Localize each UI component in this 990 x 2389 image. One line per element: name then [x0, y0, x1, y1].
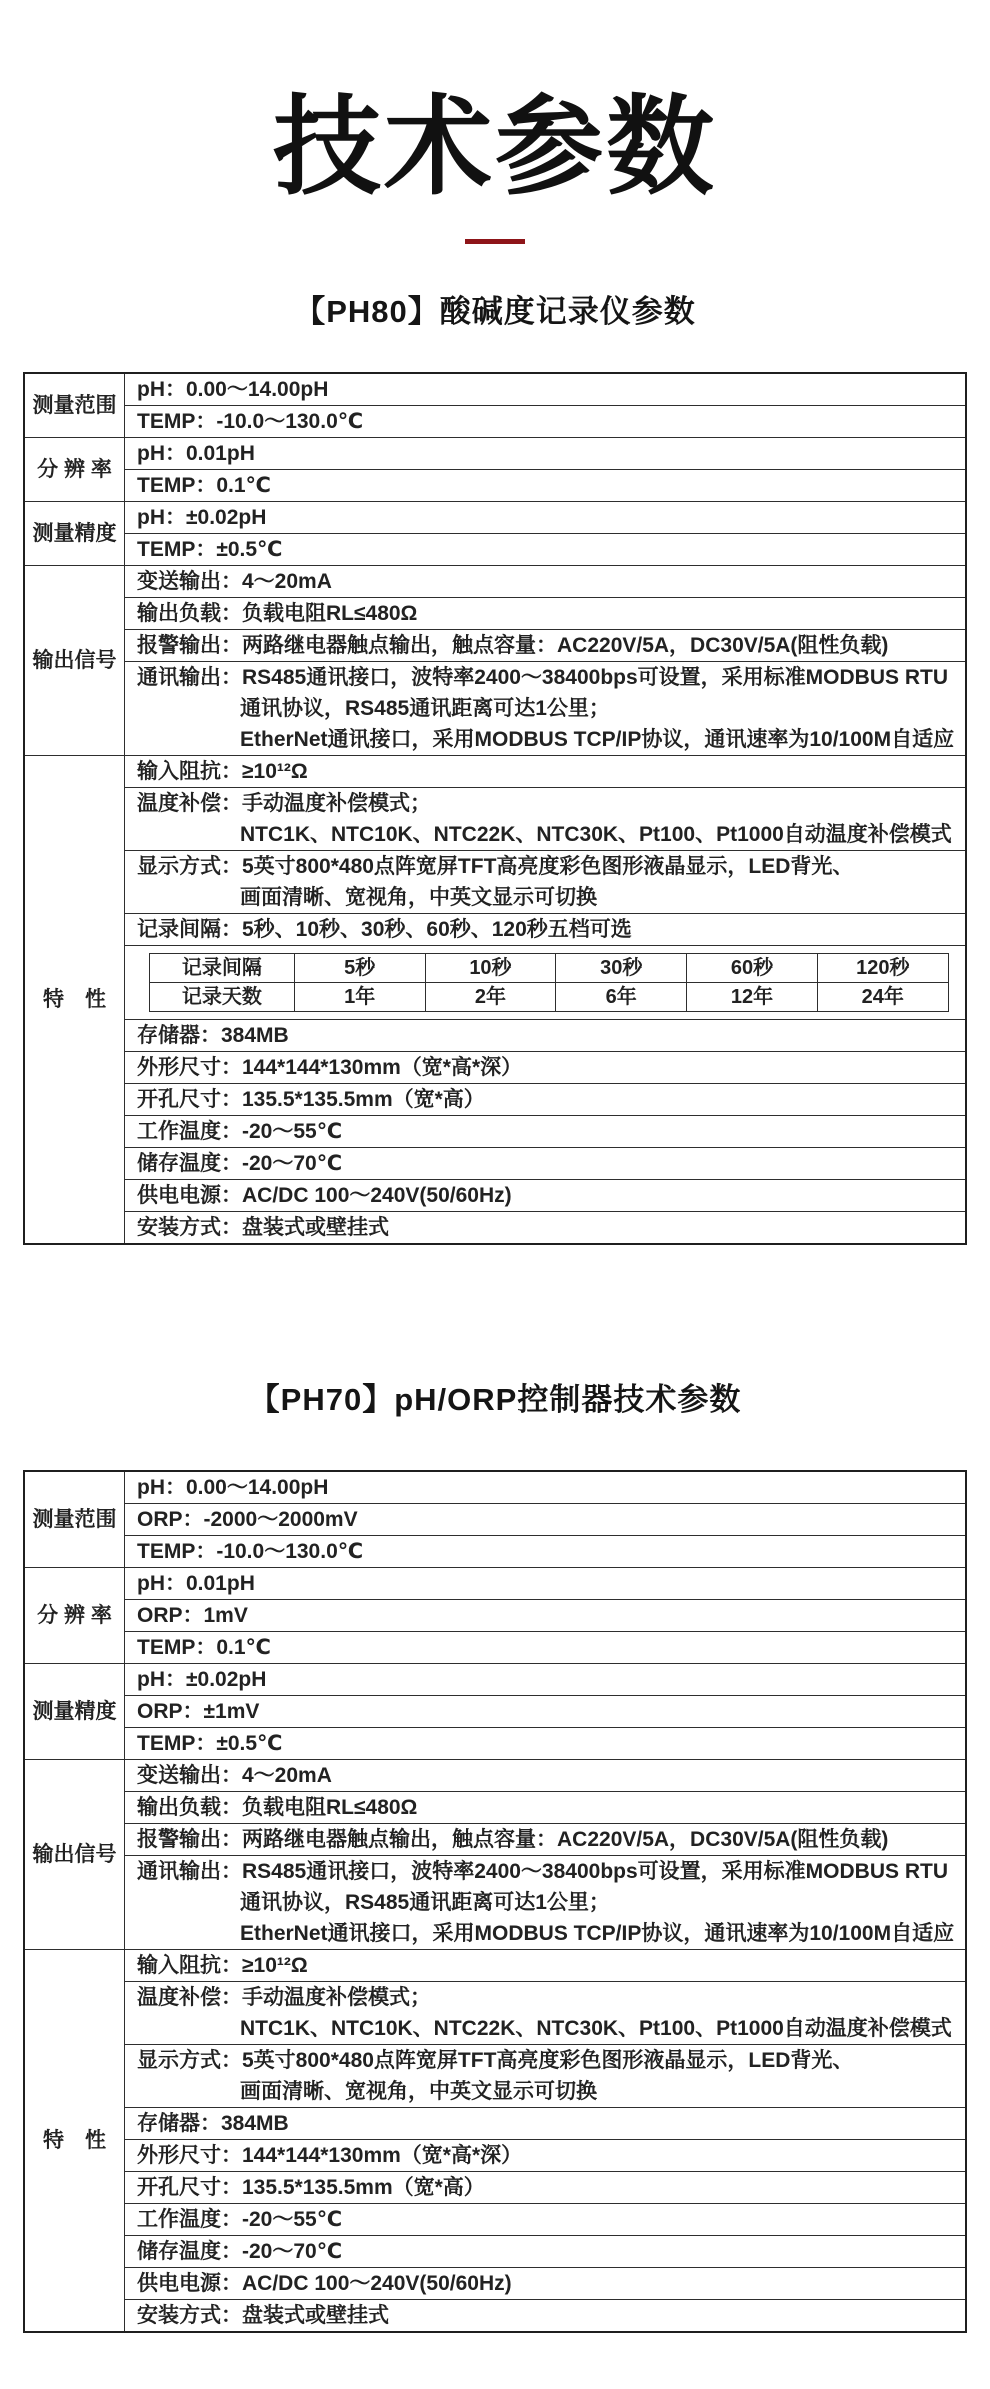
spec-value-cell	[125, 502, 967, 534]
spec-row	[24, 1212, 966, 1245]
spec-row	[24, 1728, 966, 1760]
spec-value-cell	[125, 1116, 967, 1148]
record-capacity-value: 10秒	[425, 954, 556, 983]
spec-value-line: pH：0.00～14.00pH	[137, 1476, 329, 1500]
record-capacity-value: 1年	[294, 983, 425, 1012]
spec-value-line: 变送输出：4～20mA	[137, 570, 332, 594]
spec-value-cell	[125, 1632, 967, 1664]
spec-value-line: pH：0.00～14.00pH	[137, 378, 329, 402]
spec-row	[24, 946, 966, 1020]
spec-row	[24, 1600, 966, 1632]
spec-value-cell	[125, 1052, 967, 1084]
spec-row	[24, 2204, 966, 2236]
spec-row	[24, 566, 966, 598]
spec-value-cell	[125, 534, 967, 566]
spec-value-cell	[125, 788, 967, 851]
spec-row	[24, 788, 966, 851]
spec-group-label: 分 辨 率	[24, 438, 125, 502]
spec-value-line: TEMP：-10.0～130.0℃	[137, 1540, 364, 1564]
spec-value-line: TEMP：-10.0～130.0℃	[137, 410, 364, 434]
spec-value-line: 通讯协议，RS485通讯距离可达1公里；	[240, 697, 610, 721]
spec-row	[24, 1632, 966, 1664]
spec-value-line: ORP：±1mV	[137, 1700, 260, 1724]
spec-value-line: pH：0.01pH	[137, 442, 255, 466]
record-capacity-header: 记录天数	[150, 983, 295, 1012]
spec-row	[24, 2300, 966, 2333]
spec-value-cell	[125, 1760, 967, 1792]
spec-value-line: 记录间隔：5秒、10秒、30秒、60秒、120秒五档可选	[137, 918, 632, 942]
spec-row	[24, 1696, 966, 1728]
spec-row	[24, 851, 966, 914]
spec-value-cell	[125, 1084, 967, 1116]
spec-value-line: 输入阻抗：≥10¹²Ω	[137, 760, 308, 784]
spec-value-cell	[125, 1792, 967, 1824]
spec-row	[24, 534, 966, 566]
spec-value-line: 通讯协议，RS485通讯距离可达1公里；	[240, 1891, 610, 1915]
spec-row	[24, 662, 966, 756]
section-heading-ph80: 【PH80】酸碱度记录仪参数	[294, 294, 696, 330]
section-heading-ph70: 【PH70】pH/ORP控制器技术参数	[248, 1382, 742, 1418]
record-capacity-table	[149, 953, 949, 1012]
spec-row	[24, 1760, 966, 1792]
spec-value-line: 显示方式：5英寸800*480点阵宽屏TFT高亮度彩色图形液晶显示，LED背光、	[137, 2049, 854, 2073]
spec-row	[24, 2172, 966, 2204]
record-capacity-header: 记录间隔	[150, 954, 295, 983]
spec-value-line: 开孔尺寸：135.5*135.5mm（宽*高）	[137, 1088, 485, 1112]
spec-value-cell	[125, 1728, 967, 1760]
spec-value-line: 温度补偿：手动温度补偿模式；	[137, 1986, 431, 2010]
spec-value-line: 画面清晰、宽视角，中英文显示可切换	[240, 2080, 597, 2104]
spec-value-line: 开孔尺寸：135.5*135.5mm（宽*高）	[137, 2176, 485, 2200]
spec-value-line: 供电电源：AC/DC 100～240V(50/60Hz)	[137, 2272, 512, 2296]
spec-value-line: 显示方式：5英寸800*480点阵宽屏TFT高亮度彩色图形液晶显示，LED背光、	[137, 855, 854, 879]
spec-value-cell	[125, 1020, 967, 1052]
spec-row	[24, 914, 966, 946]
spec-value-cell	[125, 662, 967, 756]
spec-group-label: 测量精度	[24, 502, 125, 566]
spec-row	[24, 1792, 966, 1824]
spec-row	[24, 756, 966, 788]
spec-table-ph80	[23, 372, 967, 1245]
spec-value-cell	[125, 1600, 967, 1632]
spec-value-cell	[125, 373, 967, 406]
spec-value-line: pH：±0.02pH	[137, 1668, 267, 1692]
spec-value-line: 报警输出：两路继电器触点输出，触点容量：AC220V/5A，DC30V/5A(阻性负载)	[137, 1828, 889, 1852]
spec-value-line: 安装方式：盘装式或壁挂式	[137, 2304, 389, 2328]
spec-value-line: 通讯输出：RS485通讯接口，波特率2400～38400bps可设置，采用标准MODBUS RTU	[137, 1860, 948, 1884]
spec-value-line: 外形尺寸：144*144*130mm（宽*高*深）	[137, 2144, 523, 2168]
spec-value-line: 工作温度：-20～55℃	[137, 2208, 343, 2232]
spec-value-line: ORP：1mV	[137, 1604, 248, 1628]
spec-row	[24, 1052, 966, 1084]
spec-value-cell	[125, 630, 967, 662]
spec-value-cell	[125, 1950, 967, 1982]
spec-value-line: 温度补偿：手动温度补偿模式；	[137, 792, 431, 816]
spec-value-line: TEMP：±0.5℃	[137, 1732, 283, 1756]
spec-value-line: 报警输出：两路继电器触点输出，触点容量：AC220V/5A，DC30V/5A(阻性负载)	[137, 634, 889, 658]
spec-row	[24, 438, 966, 470]
spec-row	[24, 406, 966, 438]
spec-value-line: TEMP：0.1℃	[137, 1636, 271, 1660]
spec-value-cell	[125, 2268, 967, 2300]
spec-value-line: pH：0.01pH	[137, 1572, 255, 1596]
spec-row	[24, 1950, 966, 1982]
spec-value-cell	[125, 1824, 967, 1856]
spec-value-line: 存储器：384MB	[137, 2112, 289, 2136]
spec-value-line: pH：±0.02pH	[137, 506, 267, 530]
spec-row	[24, 1982, 966, 2045]
spec-value-line: NTC1K、NTC10K、NTC22K、NTC30K、Pt100、Pt1000自动温度补偿模式	[240, 823, 952, 847]
record-capacity-value: 2年	[425, 983, 556, 1012]
spec-row	[24, 502, 966, 534]
spec-row	[24, 1536, 966, 1568]
spec-value-cell	[125, 406, 967, 438]
spec-row	[24, 1020, 966, 1052]
record-capacity-value: 60秒	[687, 954, 818, 983]
spec-value-cell	[125, 470, 967, 502]
spec-group-label: 特 性	[24, 1950, 125, 2333]
spec-value-cell	[125, 1536, 967, 1568]
spec-value-line: 输出负载：负载电阻RL≤480Ω	[137, 602, 418, 626]
spec-value-cell	[125, 914, 967, 946]
spec-row	[24, 1116, 966, 1148]
spec-value-line: EtherNet通讯接口，采用MODBUS TCP/IP协议，通讯速率为10/100M自适应	[240, 728, 955, 752]
spec-value-cell	[125, 1696, 967, 1728]
spec-value-cell	[125, 2300, 967, 2333]
spec-value-line: 安装方式：盘装式或壁挂式	[137, 1216, 389, 1240]
spec-value-cell	[125, 1664, 967, 1696]
spec-row	[24, 630, 966, 662]
spec-value-cell	[125, 2204, 967, 2236]
spec-value-line: 输入阻抗：≥10¹²Ω	[137, 1954, 308, 1978]
spec-value-cell	[125, 1568, 967, 1600]
spec-row	[24, 2108, 966, 2140]
spec-row	[24, 2268, 966, 2300]
spec-row	[24, 1084, 966, 1116]
spec-value-cell	[125, 2140, 967, 2172]
record-capacity-value: 30秒	[556, 954, 687, 983]
spec-value-cell	[125, 1504, 967, 1536]
spec-value-line: NTC1K、NTC10K、NTC22K、NTC30K、Pt100、Pt1000自动温度补偿模式	[240, 2017, 952, 2041]
spec-value-line: 变送输出：4～20mA	[137, 1764, 332, 1788]
spec-row	[24, 373, 966, 406]
spec-row	[24, 1471, 966, 1504]
spec-row	[24, 1180, 966, 1212]
spec-sheet-page	[0, 86, 990, 2389]
spec-group-label: 测量精度	[24, 1664, 125, 1760]
spec-group-label: 输出信号	[24, 566, 125, 756]
spec-value-line: 储存温度：-20～70℃	[137, 2240, 343, 2264]
record-capacity-value: 6年	[556, 983, 687, 1012]
spec-table-ph70	[23, 1470, 967, 2333]
spec-value-cell	[125, 566, 967, 598]
title-divider	[465, 239, 525, 244]
spec-row	[24, 1856, 966, 1950]
page-title: 技术参数	[272, 86, 717, 207]
spec-value-line: ORP：-2000～2000mV	[137, 1508, 358, 1532]
spec-value-cell	[125, 2172, 967, 2204]
spec-row	[24, 1148, 966, 1180]
spec-value-cell	[125, 438, 967, 470]
spec-value-line: EtherNet通讯接口，采用MODBUS TCP/IP协议，通讯速率为10/100M自适应	[240, 1922, 955, 1946]
spec-value-line: 画面清晰、宽视角，中英文显示可切换	[240, 886, 597, 910]
spec-row	[24, 1504, 966, 1536]
spec-value-cell	[125, 1212, 967, 1245]
record-capacity-value: 24年	[817, 983, 948, 1012]
spec-value-cell	[125, 1856, 967, 1950]
spec-value-cell	[125, 1148, 967, 1180]
spec-value-cell	[125, 1982, 967, 2045]
record-capacity-value: 12年	[687, 983, 818, 1012]
spec-value-line: 储存温度：-20～70℃	[137, 1152, 343, 1176]
spec-row	[24, 1568, 966, 1600]
spec-row	[24, 1664, 966, 1696]
spec-value-cell	[125, 1471, 967, 1504]
spec-value-cell	[125, 2045, 967, 2108]
spec-group-label: 测量范围	[24, 373, 125, 438]
spec-value-cell	[125, 1180, 967, 1212]
spec-value-line: TEMP：±0.5℃	[137, 538, 283, 562]
spec-row	[24, 1824, 966, 1856]
spec-value-cell	[125, 598, 967, 630]
record-capacity-row	[150, 983, 949, 1012]
spec-value-line: 工作温度：-20～55℃	[137, 1120, 343, 1144]
spec-value-cell	[125, 851, 967, 914]
record-capacity-row	[150, 954, 949, 983]
spec-group-label: 输出信号	[24, 1760, 125, 1950]
spec-value-cell	[125, 756, 967, 788]
spec-row	[24, 2045, 966, 2108]
spec-value-cell	[125, 2236, 967, 2268]
spec-value-line: 供电电源：AC/DC 100～240V(50/60Hz)	[137, 1184, 512, 1208]
spec-value-line: TEMP：0.1℃	[137, 474, 271, 498]
spec-group-label: 分 辨 率	[24, 1568, 125, 1664]
record-capacity-cell	[125, 946, 967, 1020]
spec-row	[24, 2140, 966, 2172]
spec-row	[24, 2236, 966, 2268]
spec-group-label: 特 性	[24, 756, 125, 1245]
spec-value-line: 外形尺寸：144*144*130mm（宽*高*深）	[137, 1056, 523, 1080]
record-capacity-value: 120秒	[817, 954, 948, 983]
record-capacity-value: 5秒	[294, 954, 425, 983]
spec-group-label: 测量范围	[24, 1471, 125, 1568]
spec-row	[24, 470, 966, 502]
spec-value-cell	[125, 2108, 967, 2140]
spec-row	[24, 598, 966, 630]
spec-value-line: 输出负载：负载电阻RL≤480Ω	[137, 1796, 418, 1820]
spec-value-line: 通讯输出：RS485通讯接口，波特率2400～38400bps可设置，采用标准MODBUS RTU	[137, 666, 948, 690]
spec-value-line: 存储器：384MB	[137, 1024, 289, 1048]
